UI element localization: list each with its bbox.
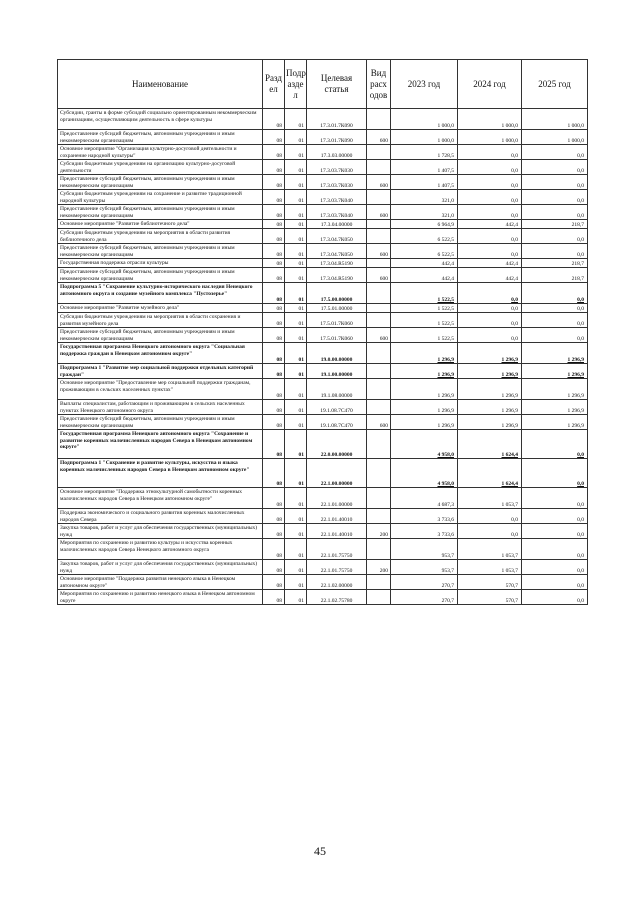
cell-2025: 1 296,9 — [522, 343, 588, 364]
cell-2024: 0,0 — [458, 229, 522, 244]
cell-razdel: 08 — [263, 590, 285, 605]
cell-vid — [367, 220, 391, 229]
cell-2024: 1 000,0 — [458, 109, 522, 130]
cell-podrazdel: 01 — [285, 220, 307, 229]
cell-2025: 1 296,9 — [522, 379, 588, 400]
cell-vid — [367, 459, 391, 488]
cell-razdel: 08 — [263, 109, 285, 130]
cell-2023: 442,4 — [391, 259, 458, 268]
cell-tsel: 17.3.03.7К030 — [307, 175, 367, 190]
cell-2024: 1 296,9 — [458, 343, 522, 364]
table-row — [58, 415, 588, 430]
cell-2024: 0,0 — [458, 190, 522, 205]
cell-tsel: 19.1.08.7С470 — [307, 400, 367, 415]
cell-name: Государственная программа Ненецкого автономного округа "Социальная поддержка граждан в Ненецком автономном округе" — [58, 343, 263, 364]
cell-tsel: 22.1.01.75750 — [307, 560, 367, 575]
cell-name: Субсидии бюджетным учреждениям на мероприятия в области развития библиотечного дела — [58, 229, 263, 244]
table-row — [58, 328, 588, 343]
cell-2025: 0,0 — [522, 430, 588, 459]
cell-2023: 1 000,0 — [391, 109, 458, 130]
cell-2025: 1 296,9 — [522, 400, 588, 415]
cell-2025: 218,7 — [522, 268, 588, 283]
cell-tsel: 22.1.02.75780 — [307, 590, 367, 605]
table-row — [58, 190, 588, 205]
header-razdel: Разд ел — [263, 60, 285, 109]
cell-tsel: 17.3.04.00000 — [307, 220, 367, 229]
cell-vid — [367, 283, 391, 304]
table-body — [58, 109, 588, 605]
cell-2023: 1 296,9 — [391, 364, 458, 379]
cell-name: Предоставление субсидий бюджетным, автономным учреждениям и иным некоммерческим организациям — [58, 130, 263, 145]
table-row — [58, 560, 588, 575]
cell-vid — [367, 488, 391, 509]
cell-podrazdel: 01 — [285, 160, 307, 175]
cell-name: Основное мероприятие "Развитие музейного дела" — [58, 304, 263, 313]
table-row — [58, 313, 588, 328]
cell-razdel: 08 — [263, 283, 285, 304]
cell-name: Основное мероприятие "Предоставление мер социальной поддержки гражданам, проживающим в сельских населенных пунктах" — [58, 379, 263, 400]
cell-podrazdel: 01 — [285, 575, 307, 590]
cell-razdel: 08 — [263, 343, 285, 364]
cell-name: Субсидии бюджетным учреждениям на сохранение и развитие традиционной народной культуры — [58, 190, 263, 205]
cell-2024: 0,0 — [458, 524, 522, 539]
cell-name: Основное мероприятие "Развитие библиотечного дела" — [58, 220, 263, 229]
cell-2023: 6 964,9 — [391, 220, 458, 229]
cell-2024: 0,0 — [458, 175, 522, 190]
cell-tsel: 17.3.04.7К050 — [307, 229, 367, 244]
cell-2023: 1 296,9 — [391, 400, 458, 415]
cell-2023: 1 522,5 — [391, 283, 458, 304]
table-header-row — [58, 60, 588, 109]
cell-2025: 218,7 — [522, 220, 588, 229]
cell-vid: 600 — [367, 244, 391, 259]
cell-name: Мероприятия по сохранению и развитию культуры и искусства коренных малочисленных народов Севера Ненецкого автономного округа — [58, 539, 263, 560]
cell-2024: 1 296,9 — [458, 415, 522, 430]
table-row — [58, 488, 588, 509]
cell-name: Предоставление субсидий бюджетным, автономным учреждениям и иным некоммерческим организациям — [58, 268, 263, 283]
cell-tsel: 17.3.03.00000 — [307, 145, 367, 160]
cell-2025: 0,0 — [522, 590, 588, 605]
cell-2023: 1 522,5 — [391, 328, 458, 343]
cell-vid: 600 — [367, 175, 391, 190]
table-row — [58, 379, 588, 400]
cell-tsel: 22.0.00.00000 — [307, 430, 367, 459]
cell-podrazdel: 01 — [285, 524, 307, 539]
cell-podrazdel: 01 — [285, 459, 307, 488]
table-row — [58, 205, 588, 220]
cell-razdel: 08 — [263, 229, 285, 244]
cell-razdel: 08 — [263, 560, 285, 575]
cell-podrazdel: 01 — [285, 145, 307, 160]
cell-podrazdel: 01 — [285, 244, 307, 259]
cell-2025: 0,0 — [522, 575, 588, 590]
cell-2024: 0,0 — [458, 313, 522, 328]
cell-2023: 321,0 — [391, 205, 458, 220]
cell-podrazdel: 01 — [285, 379, 307, 400]
cell-razdel: 08 — [263, 539, 285, 560]
cell-name: Предоставление субсидий бюджетным, автономным учреждениям и иным некоммерческим организациям — [58, 244, 263, 259]
table-row — [58, 130, 588, 145]
cell-2024: 570,7 — [458, 575, 522, 590]
cell-name: Предоставление субсидий бюджетным, автономным учреждениям и иным некоммерческим организациям — [58, 205, 263, 220]
cell-vid — [367, 590, 391, 605]
cell-2023: 1 296,9 — [391, 343, 458, 364]
cell-tsel: 19.0.00.00000 — [307, 343, 367, 364]
header-2024: 2024 год — [458, 60, 522, 109]
cell-2024: 570,7 — [458, 590, 522, 605]
table-row — [58, 244, 588, 259]
cell-podrazdel: 01 — [285, 415, 307, 430]
cell-name: Мероприятия по сохранению и развитию ненецкого языка в Ненецком автономном округе — [58, 590, 263, 605]
cell-name: Основное мероприятие "Поддержка развития ненецкого языка в Ненецком автономном округе" — [58, 575, 263, 590]
cell-razdel: 08 — [263, 430, 285, 459]
cell-razdel: 08 — [263, 259, 285, 268]
cell-2023: 4 958,0 — [391, 459, 458, 488]
cell-2025: 0,0 — [522, 244, 588, 259]
cell-podrazdel: 01 — [285, 328, 307, 343]
cell-2023: 442,4 — [391, 268, 458, 283]
cell-vid — [367, 109, 391, 130]
cell-vid: 600 — [367, 268, 391, 283]
table-row — [58, 160, 588, 175]
cell-2025: 0,0 — [522, 160, 588, 175]
cell-tsel: 17.3.04.7К050 — [307, 244, 367, 259]
cell-razdel: 08 — [263, 379, 285, 400]
cell-2023: 321,0 — [391, 190, 458, 205]
cell-2024: 1 053,7 — [458, 539, 522, 560]
cell-razdel: 08 — [263, 244, 285, 259]
cell-2025: 1 296,9 — [522, 415, 588, 430]
cell-razdel: 08 — [263, 509, 285, 524]
cell-razdel: 08 — [263, 364, 285, 379]
cell-2024: 0,0 — [458, 244, 522, 259]
budget-table — [57, 59, 588, 605]
cell-2023: 4 687,3 — [391, 488, 458, 509]
cell-2024: 0,0 — [458, 160, 522, 175]
cell-2023: 1 296,9 — [391, 415, 458, 430]
cell-2023: 1 522,5 — [391, 313, 458, 328]
cell-2024: 0,0 — [458, 145, 522, 160]
cell-2025: 1 296,9 — [522, 364, 588, 379]
cell-name: Закупка товаров, работ и услуг для обеспечения государственных (муниципальных) нужд — [58, 560, 263, 575]
cell-2025: 0,0 — [522, 229, 588, 244]
cell-vid — [367, 539, 391, 560]
cell-tsel: 22.1.01.75750 — [307, 539, 367, 560]
table-row — [58, 364, 588, 379]
cell-2025: 0,0 — [522, 328, 588, 343]
cell-2023: 1 728,5 — [391, 145, 458, 160]
cell-vid: 600 — [367, 130, 391, 145]
table-row — [58, 229, 588, 244]
table-row — [58, 524, 588, 539]
cell-2025: 0,0 — [522, 145, 588, 160]
cell-razdel: 08 — [263, 175, 285, 190]
cell-razdel: 08 — [263, 145, 285, 160]
cell-vid: 600 — [367, 415, 391, 430]
cell-vid — [367, 430, 391, 459]
header-2025: 2025 год — [522, 60, 588, 109]
cell-razdel: 08 — [263, 328, 285, 343]
cell-razdel: 08 — [263, 400, 285, 415]
cell-2024: 1 000,0 — [458, 130, 522, 145]
cell-razdel: 08 — [263, 313, 285, 328]
cell-2024: 1 296,9 — [458, 400, 522, 415]
cell-podrazdel: 01 — [285, 364, 307, 379]
cell-2025: 0,0 — [522, 313, 588, 328]
cell-name: Предоставление субсидий бюджетным, автономным учреждениям и иным некоммерческим организациям — [58, 175, 263, 190]
cell-razdel: 08 — [263, 130, 285, 145]
page-number: 45 — [314, 844, 326, 858]
cell-name: Субсидии бюджетным учреждениям на организацию культурно-досуговой деятельности — [58, 160, 263, 175]
cell-name: Предоставление субсидий бюджетным, автономным учреждениям и иным некоммерческим организациям — [58, 415, 263, 430]
cell-razdel: 08 — [263, 160, 285, 175]
cell-2024: 0,0 — [458, 509, 522, 524]
cell-2023: 1 522,5 — [391, 304, 458, 313]
header-name: Наименование — [58, 60, 263, 109]
cell-vid: 600 — [367, 205, 391, 220]
cell-vid — [367, 364, 391, 379]
table-row — [58, 304, 588, 313]
cell-2024: 1 624,4 — [458, 430, 522, 459]
table-row — [58, 430, 588, 459]
cell-podrazdel: 01 — [285, 283, 307, 304]
cell-podrazdel: 01 — [285, 488, 307, 509]
cell-2025: 0,0 — [522, 175, 588, 190]
cell-razdel: 08 — [263, 220, 285, 229]
cell-podrazdel: 01 — [285, 130, 307, 145]
cell-podrazdel: 01 — [285, 190, 307, 205]
cell-vid: 200 — [367, 524, 391, 539]
cell-podrazdel: 01 — [285, 259, 307, 268]
cell-2024: 0,0 — [458, 283, 522, 304]
cell-razdel: 08 — [263, 205, 285, 220]
cell-podrazdel: 01 — [285, 175, 307, 190]
cell-2023: 270,7 — [391, 590, 458, 605]
cell-tsel: 19.1.08.00000 — [307, 379, 367, 400]
cell-2025: 218,7 — [522, 259, 588, 268]
cell-razdel: 08 — [263, 190, 285, 205]
cell-tsel: 17.3.03.7К040 — [307, 205, 367, 220]
cell-podrazdel: 01 — [285, 590, 307, 605]
header-vid: Вид расх одов — [367, 60, 391, 109]
cell-2024: 0,0 — [458, 304, 522, 313]
cell-razdel: 08 — [263, 575, 285, 590]
cell-2025: 0,0 — [522, 283, 588, 304]
cell-name: Государственная поддержка отрасли культуры — [58, 259, 263, 268]
cell-2024: 1 053,7 — [458, 560, 522, 575]
cell-2025: 0,0 — [522, 190, 588, 205]
cell-2025: 0,0 — [522, 205, 588, 220]
cell-tsel: 17.3.01.7К090 — [307, 109, 367, 130]
header-2023: 2023 год — [391, 60, 458, 109]
cell-tsel: 17.3.03.7К030 — [307, 160, 367, 175]
cell-2023: 1 000,0 — [391, 130, 458, 145]
cell-vid — [367, 145, 391, 160]
cell-2024: 442,4 — [458, 259, 522, 268]
cell-tsel: 22.1.01.40010 — [307, 524, 367, 539]
table-row — [58, 400, 588, 415]
table-row — [58, 109, 588, 130]
cell-2023: 270,7 — [391, 575, 458, 590]
cell-name: Субсидии, гранты в форме субсидий социально ориентированным некоммерческим организациям, осуществляющим деятельность в сфере культуры — [58, 109, 263, 130]
header-podrazdel: Подр азде л — [285, 60, 307, 109]
cell-2023: 6 522,5 — [391, 229, 458, 244]
cell-razdel: 08 — [263, 459, 285, 488]
cell-tsel: 22.1.00.00000 — [307, 459, 367, 488]
cell-name: Субсидии бюджетным учреждениям на мероприятия в области сохранения и развития музейного дела — [58, 313, 263, 328]
cell-podrazdel: 01 — [285, 109, 307, 130]
cell-name: Подпрограмма 5 "Сохранение культурно-исторического наследия Ненецкого автономного округа и создание музейного комплекса "Пустозерье" — [58, 283, 263, 304]
cell-tsel: 17.5.01.00000 — [307, 304, 367, 313]
table-row — [58, 459, 588, 488]
cell-name: Закупка товаров, работ и услуг для обеспечения государственных (муниципальных) нужд — [58, 524, 263, 539]
table-row — [58, 590, 588, 605]
cell-2025: 0,0 — [522, 509, 588, 524]
cell-2023: 1 296,9 — [391, 379, 458, 400]
cell-tsel: 22.1.02.00000 — [307, 575, 367, 590]
cell-tsel: 22.1.01.40010 — [307, 509, 367, 524]
cell-podrazdel: 01 — [285, 509, 307, 524]
cell-2024: 1 296,9 — [458, 379, 522, 400]
header-tsel: Целевая статья — [307, 60, 367, 109]
cell-vid — [367, 304, 391, 313]
cell-name: Поддержка экономического и социального развития коренных малочисленных народов Севера — [58, 509, 263, 524]
cell-name: Подпрограмма 1 "Сохранение и развитие культуры, искусства и языка коренных малочисленных народов Севера в Ненецком автономном округе" — [58, 459, 263, 488]
cell-podrazdel: 01 — [285, 268, 307, 283]
cell-2023: 953,7 — [391, 539, 458, 560]
cell-tsel: 22.1.01.00000 — [307, 488, 367, 509]
cell-name: Основное мероприятие "Организация культурно-досуговой деятельности и сохранение народной культуры" — [58, 145, 263, 160]
cell-2023: 1 407,5 — [391, 160, 458, 175]
cell-razdel: 08 — [263, 268, 285, 283]
cell-2024: 442,4 — [458, 268, 522, 283]
cell-podrazdel: 01 — [285, 205, 307, 220]
cell-name: Подпрограмма 1 "Развитие мер социальной поддержки отдельных категорий граждан" — [58, 364, 263, 379]
table-row — [58, 509, 588, 524]
cell-vid — [367, 379, 391, 400]
table-row — [58, 539, 588, 560]
table-row — [58, 343, 588, 364]
cell-razdel: 08 — [263, 524, 285, 539]
cell-tsel: 17.5.01.7К060 — [307, 328, 367, 343]
table-row — [58, 220, 588, 229]
cell-2025: 0,0 — [522, 539, 588, 560]
table-row — [58, 175, 588, 190]
cell-2023: 3 733,6 — [391, 524, 458, 539]
cell-2025: 0,0 — [522, 459, 588, 488]
cell-2025: 0,0 — [522, 488, 588, 509]
cell-tsel: 19.1.08.7С470 — [307, 415, 367, 430]
cell-vid — [367, 190, 391, 205]
cell-podrazdel: 01 — [285, 343, 307, 364]
cell-name: Выплаты специалистам, работающим и проживающим в сельских населенных пунктах Ненецкого автономного округа — [58, 400, 263, 415]
cell-2024: 1 053,7 — [458, 488, 522, 509]
cell-2025: 0,0 — [522, 304, 588, 313]
cell-razdel: 08 — [263, 304, 285, 313]
cell-vid — [367, 343, 391, 364]
cell-2024: 1 624,4 — [458, 459, 522, 488]
cell-vid — [367, 160, 391, 175]
cell-podrazdel: 01 — [285, 313, 307, 328]
cell-2024: 442,4 — [458, 220, 522, 229]
cell-razdel: 08 — [263, 415, 285, 430]
cell-razdel: 08 — [263, 488, 285, 509]
table-row — [58, 268, 588, 283]
cell-podrazdel: 01 — [285, 229, 307, 244]
cell-vid — [367, 575, 391, 590]
cell-vid — [367, 229, 391, 244]
table-row — [58, 259, 588, 268]
cell-2025: 1 000,0 — [522, 109, 588, 130]
cell-2025: 1 000,0 — [522, 130, 588, 145]
cell-tsel: 17.3.01.7К090 — [307, 130, 367, 145]
cell-name: Государственная программа Ненецкого автономного округа "Сохранение и развитие коренных малочисленных народов Севера в Ненецком автономном округе" — [58, 430, 263, 459]
cell-2023: 4 958,0 — [391, 430, 458, 459]
cell-name: Предоставление субсидий бюджетным, автономным учреждениям и иным некоммерческим организациям — [58, 328, 263, 343]
table-row — [58, 145, 588, 160]
cell-2024: 0,0 — [458, 205, 522, 220]
cell-2023: 953,7 — [391, 560, 458, 575]
cell-podrazdel: 01 — [285, 430, 307, 459]
cell-vid — [367, 313, 391, 328]
cell-tsel: 17.3.04.R5190 — [307, 268, 367, 283]
cell-2025: 0,0 — [522, 560, 588, 575]
cell-tsel: 19.1.00.00000 — [307, 364, 367, 379]
table-row — [58, 575, 588, 590]
cell-vid — [367, 509, 391, 524]
cell-vid — [367, 400, 391, 415]
cell-name: Основное мероприятие "Поддержка этнокультурной самобытности коренных малочисленных народов Севера в Ненецком автономном округе" — [58, 488, 263, 509]
cell-tsel: 17.3.03.7К040 — [307, 190, 367, 205]
cell-podrazdel: 01 — [285, 304, 307, 313]
cell-2025: 0,0 — [522, 524, 588, 539]
cell-2024: 1 296,9 — [458, 364, 522, 379]
table-row — [58, 283, 588, 304]
cell-vid — [367, 259, 391, 268]
cell-2024: 0,0 — [458, 328, 522, 343]
cell-podrazdel: 01 — [285, 539, 307, 560]
cell-tsel: 17.5.01.7К060 — [307, 313, 367, 328]
cell-2023: 3 733,6 — [391, 509, 458, 524]
cell-2023: 6 522,5 — [391, 244, 458, 259]
cell-2023: 1 407,5 — [391, 175, 458, 190]
cell-podrazdel: 01 — [285, 400, 307, 415]
cell-vid: 200 — [367, 560, 391, 575]
cell-podrazdel: 01 — [285, 560, 307, 575]
cell-vid: 600 — [367, 328, 391, 343]
cell-tsel: 17.5.00.00000 — [307, 283, 367, 304]
cell-tsel: 17.3.04.R5190 — [307, 259, 367, 268]
